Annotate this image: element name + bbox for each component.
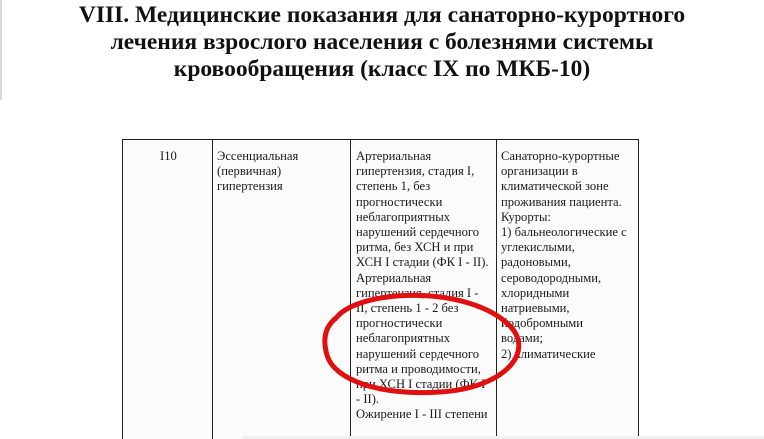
- heading-line-1: VIII. Медицинские показания для санаторно-курортного: [78, 2, 686, 28]
- indication-line: нарушений сердечного: [356, 346, 480, 361]
- resort-line: углекислыми,: [501, 240, 575, 255]
- heading-line-2: лечения взрослого населения с болезнями системы: [110, 29, 654, 55]
- resort-line: Санаторно-курортные: [501, 149, 620, 163]
- indication-line: неблагоприятных: [356, 209, 451, 224]
- resort-line: 2) климатические: [501, 346, 596, 361]
- indication-line: неблагоприятных: [356, 331, 451, 346]
- disease-line: гипертензия: [217, 179, 283, 194]
- indication-line: ХСН I стадии (ФК I - II).: [356, 255, 489, 270]
- indication-line: ритма, без ХСН и при: [356, 240, 474, 255]
- code-cell: I10: [160, 149, 177, 163]
- indication-line: прогностически: [356, 316, 443, 331]
- resort-line: сероводородными,: [501, 270, 602, 285]
- indication-line: - II).: [356, 392, 380, 407]
- indication-line: Артериальная: [356, 149, 432, 163]
- disease-line: (первичная): [217, 164, 282, 179]
- indication-line: прогностически: [356, 194, 443, 209]
- indication-line: Ожирение I - III степени: [356, 407, 488, 422]
- indication-line: гипертензия, стадия I -: [356, 285, 479, 300]
- resort-line: хлоридными: [501, 285, 570, 300]
- indication-line: нарушений сердечного: [356, 225, 480, 240]
- indication-line: II, степень 1 - 2 без: [356, 301, 459, 316]
- indication-line: ритма и проводимости,: [356, 361, 481, 376]
- indication-line: при ХСН I стадии (ФК I: [356, 377, 486, 392]
- resort-line: климатической зоне: [501, 179, 609, 194]
- resort-line: проживания пациента.: [501, 194, 622, 209]
- annotation-stroke: [325, 295, 519, 392]
- indication-line: гипертензия, стадия I,: [356, 164, 475, 179]
- resort-line: радоновыми,: [501, 255, 571, 270]
- resort-line: йодобромными: [501, 316, 584, 331]
- resort-line: водами;: [501, 331, 543, 346]
- indication-line: степень 1, без: [356, 179, 431, 194]
- resort-line: Курорты:: [501, 209, 551, 224]
- indication-line: Артериальная: [356, 270, 432, 285]
- disease-line: Эссенциальная: [217, 149, 299, 163]
- resort-line: 1) бальнеологические с: [501, 225, 627, 240]
- resort-line: натриевыми,: [501, 301, 570, 316]
- heading-line-3: кровообращения (класс IX по МКБ-10): [173, 56, 591, 82]
- resort-line: организации в: [501, 164, 578, 179]
